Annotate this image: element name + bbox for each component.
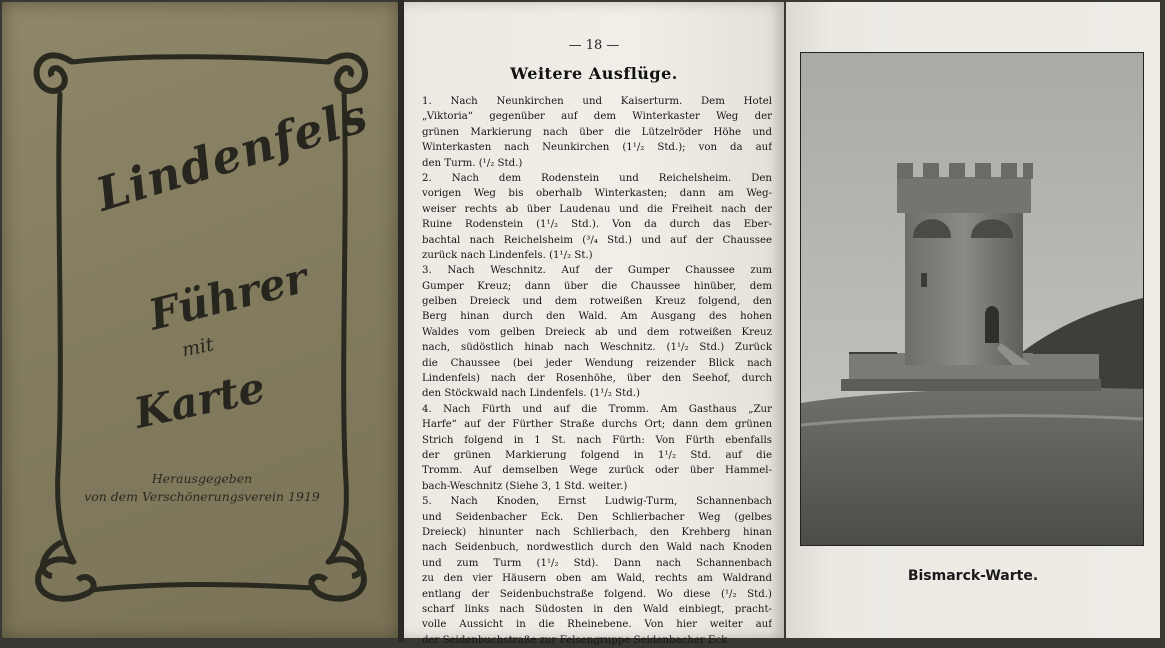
tower-illustration-icon [801,53,1143,545]
text-line: Ruine Rodenstein (1¹/₂ Std.). Von da durch das Eber- [422,219,772,231]
cover-subtitle-mit: mit [180,333,216,362]
cover-publisher-line2: von dem Verschönerungsverein 1919 [84,489,320,504]
text-line: volle Aussicht in die Rheinebene. Von hier weiter auf [422,619,772,631]
text-line: 5. Nach Knoden, Ernst Ludwig-Turm, Schannenbach [422,496,772,508]
text-line: der grünen Markierung folgend in 1¹/₂ Std. auf die [422,449,772,461]
text-line: scharf links nach Südosten in den Wald einbiegt, pracht- [422,603,772,615]
text-line: entlang der Seidenbuchstraße folgend. Wo diese (¹/₂ Std.) [422,588,772,600]
photo-page [786,2,1160,638]
text-line: den Turm. (¹/₂ Std.) [422,157,523,169]
cover-title: Lindenfels [90,87,375,222]
text-line: 1. Nach Neunkirchen und Kaiserturm. Dem Hotel [422,96,772,107]
text-line: Dreieck) hinunter nach Schlierbach, den Krehberg hinan [422,526,772,538]
text-line: Tromm. Auf demselben Wege zurück oder über Hammel- [422,465,772,477]
photo-caption: Bismarck-Warte. [907,568,1039,584]
cover-publisher-line1: Herausgegeben [151,471,253,486]
text-line: der Seidenbuchstraße zur Felsengruppe Seidenbacher Eck [422,634,728,646]
text-line: Lindenfels) nach der Rosenhöhe, über den Seehof, durch [422,373,772,385]
text-line: Waldes vom gelben Dreieck ab und dem rotweißen Kreuz [422,326,772,338]
text-line: 3. Nach Weschnitz. Auf der Gumper Chaussee zum [422,265,772,277]
text-line: und zum Turm (1¹/₂ Std). Dann nach Schannenbach [422,557,772,569]
text-line: Harfe“ auf der Fürther Straße durchs Ort; dann dem grünen [422,419,772,431]
text-line: weiser rechts ab über Laudenau und die Freiheit nach der [422,203,772,215]
cover-subtitle-fuehrer: Führer [144,253,313,340]
text-line: zu den vier Häusern oben am Wald, rechts am Waldrand [422,573,772,585]
cover-subtitle-karte: Karte [130,362,270,438]
text-line: nach, südöstlich hinab nach Weschnitz. (1¹/₂ Std.) Zurück [422,342,772,354]
text-line: grünen Markierung nach über die Lützelröder Höhe und [422,126,772,138]
text-line: „Viktoria“ gegenüber auf dem Winterkaster Weg der [422,111,772,123]
section-title: Weitere Ausflüge. [510,64,678,83]
text-line: gelben Dreieck und dem rotweißen Kreuz folgend, den [422,296,772,308]
text-line: Berg hinan durch den Wald. Am Ausgang des hohen [422,311,772,323]
body-text [422,94,772,648]
text-line: Strich folgend in 1 St. nach Fürth: Von Fürth ebenfalls [422,434,772,446]
text-line: nach Seidenbuch, nordwestlich durch den Wald nach Knoden [422,542,772,554]
text-line: 4. Nach Fürth und auf die Tromm. Am Gasthaus „Zur [422,403,772,415]
page-number: — 18 — [568,38,620,53]
book-cover [2,2,398,638]
text-line: den Stöckwald nach Lindenfels. (1¹/₂ Std.) [422,388,640,400]
text-line: bachtal nach Reichelsheim (³/₄ Std.) und auf der Chaussee [422,234,772,246]
text-line: und Seidenbacher Eck. Den Schlierbacher Weg (gelbes [422,511,772,523]
text-line: zurück nach Lindenfels. (1¹/₂ St.) [422,249,593,261]
text-line: 2. Nach dem Rodenstein und Reichelsheim. Den [422,172,772,184]
text-page [404,2,784,646]
text-line: bach-Weschnitz (Siehe 3, 1 Std. weiter.) [422,480,628,492]
text-line: die Chaussee (bei jeder Wendung reizender Blick nach [422,357,772,369]
text-line: vorigen Weg bis oberhalb Winterkasten; dann am Weg- [422,188,772,200]
bismarck-tower-photo [800,52,1144,546]
text-line: Winterkasten nach Neunkirchen (1¹/₂ Std.); von da auf [422,142,772,154]
text-line: Gumper Kreuz; dann über die Chaussee hinüber, dem [422,280,772,292]
